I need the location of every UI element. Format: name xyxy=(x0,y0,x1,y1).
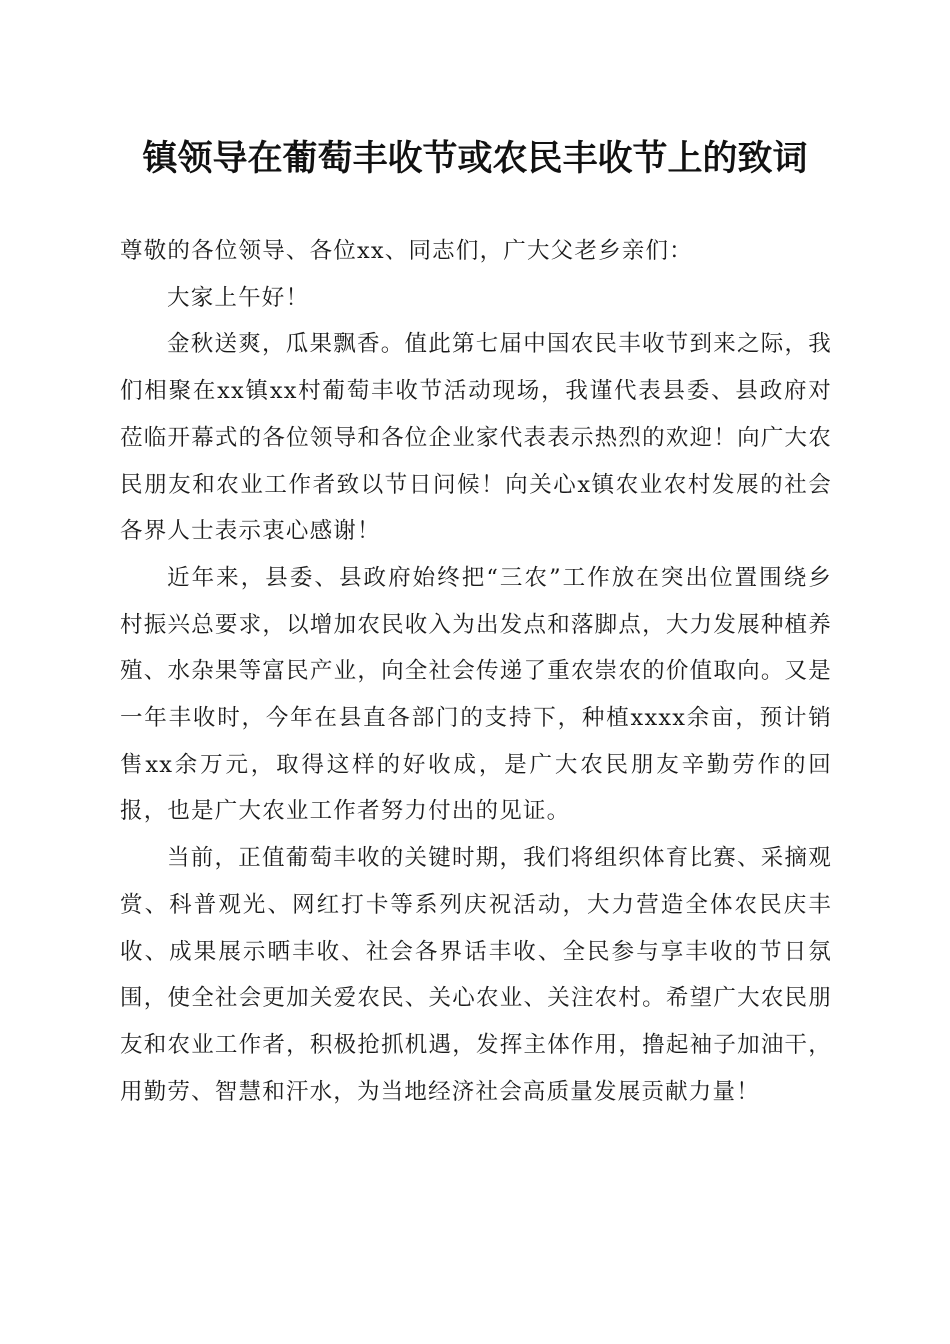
salutation-paragraph: 尊敬的各位领导、各位xx、同志们，广大父老乡亲们： xyxy=(120,238,693,264)
achievement-paragraph: 近年来，县委、县政府始终把“三农”工作放在突出位置围绕乡村振兴总要求，以增加农民收入为出发点和落脚点，大力发展种植养殖、水杂果等富民产业，向全社会传递了重农崇农的价值取向。又是一年丰收时，今年在县直各部门的支持下，种植xxxx余亩，预计销售xx余万元，取得这样的好收成，是广大农民朋友辛勤劳作的回报，也是广大农业工作者努力付出的见证。 xyxy=(120,564,832,825)
welcome-paragraph: 金秋送爽，瓜果飘香。值此第七届中国农民丰收节到来之际，我们相聚在xx镇xx村葡萄丰收节活动现场，我谨代表县委、县政府对莅临开幕式的各位领导和各位企业家代表表示热烈的欢迎！向广大农民朋友和农业工作者致以节日问候！向关心x镇农业农村发展的社会各界人士表示衷心感谢！ xyxy=(120,331,832,545)
greeting-paragraph: 大家上午好！ xyxy=(167,284,310,311)
outlook-paragraph: 当前，正值葡萄丰收的关键时期，我们将组织体育比赛、采摘观赏、科普观光、网红打卡等系列庆祝活动，大力营造全体农民庆丰收、成果展示晒丰收、社会各界话丰收、全民参与享丰收的节日氛围，使全社会更加关爱农民、关心农业、关注农村。希望广大农民朋友和农业工作者，积极抢抓机遇，发挥主体作用，撸起袖子加油干，用勤劳、智慧和汗水，为当地经济社会高质量发展贡献力量！ xyxy=(120,845,832,1105)
document-title: 镇领导在葡萄丰收节或农民丰收节上的致词 xyxy=(142,138,808,179)
document-body xyxy=(120,228,832,1115)
